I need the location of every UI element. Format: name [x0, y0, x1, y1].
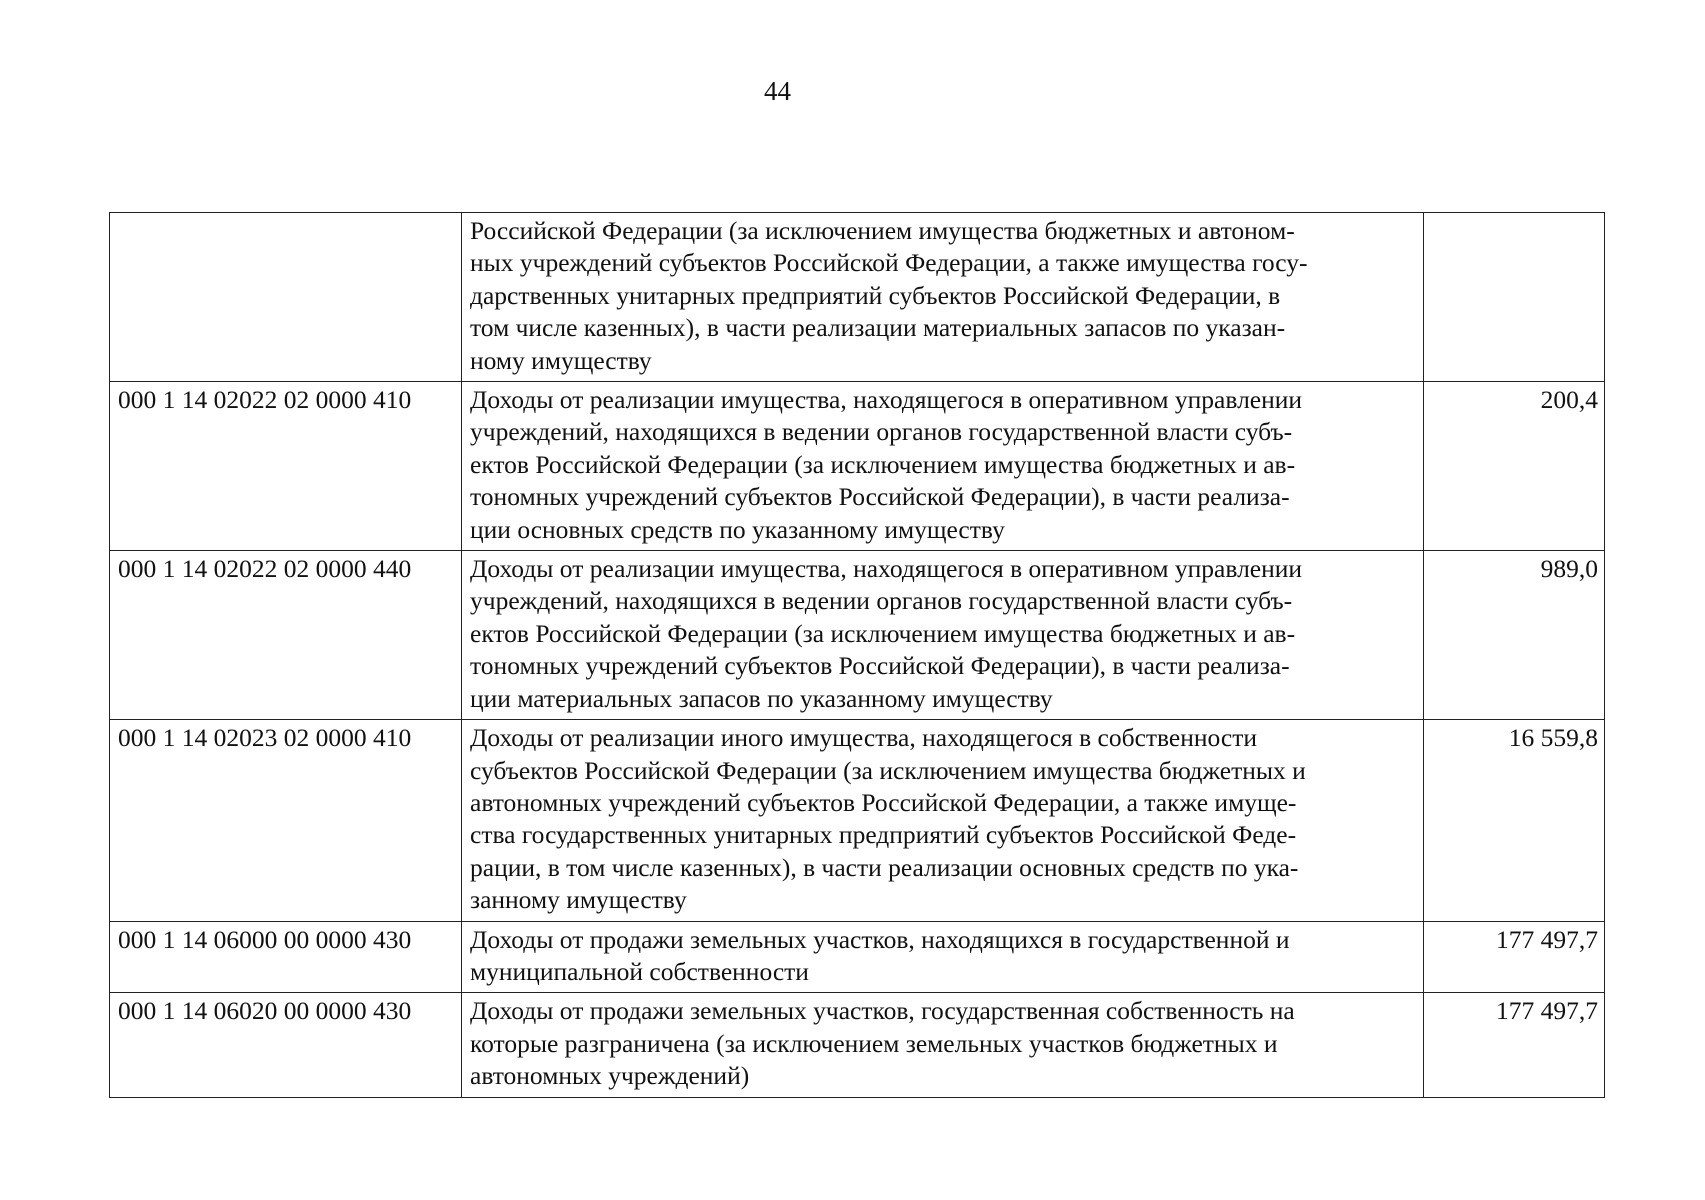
description-line: том числе казенных), в части реализации материальных запасов по указан-: [470, 313, 1286, 343]
description-line: ных учреждений субъектов Российской Федерации, а также имущества госу-: [470, 248, 1308, 278]
description-line: Доходы от реализации имущества, находящегося в оперативном управлении: [470, 554, 1303, 584]
budget-code-cell: [110, 213, 462, 382]
description-line: Российской Федерации (за исключением имущества бюджетных и автоном-: [470, 216, 1295, 245]
amount-cell: 177 497,7: [1424, 921, 1605, 993]
table-row: [110, 993, 1605, 1097]
description-line: автономных учреждений субъектов Российской Федерации, а также имуще-: [470, 787, 1297, 817]
description-line: учреждений, находящихся в ведении органов государственной власти субъ-: [470, 586, 1293, 616]
description-line: Доходы от реализации имущества, находящегося в оперативном управлении: [470, 385, 1303, 415]
description-cell: [462, 993, 1424, 1097]
description-line: тономных учреждений субъектов Российской Федерации), в части реализа-: [470, 482, 1290, 512]
budget-code-cell: 000 1 14 06000 00 0000 430: [110, 921, 462, 993]
description-line: ектов Российской Федерации (за исключением имущества бюджетных и ав-: [470, 449, 1296, 479]
description-line: субъектов Российской Федерации (за исключением имущества бюджетных и: [470, 755, 1306, 785]
budget-code-cell: 000 1 14 02022 02 0000 440: [110, 551, 462, 720]
description-line: которые разграничена (за исключением земельных участков бюджетных и: [470, 1028, 1278, 1058]
page-number-text: 44: [764, 76, 791, 106]
budget-code-cell: 000 1 14 06020 00 0000 430: [110, 993, 462, 1097]
description-line: ства государственных унитарных предприятий субъектов Российской Феде-: [470, 820, 1297, 850]
table-row: [110, 382, 1605, 551]
description-line: Доходы от реализации иного имущества, находящегося в собственности: [470, 723, 1258, 753]
description-line: учреждений, находящихся в ведении органов государственной власти субъ-: [470, 417, 1293, 447]
table-row: [110, 921, 1605, 993]
amount-cell: 200,4: [1424, 382, 1605, 551]
budget-code-cell: 000 1 14 02022 02 0000 410: [110, 382, 462, 551]
revenue-table: [109, 212, 1605, 1098]
description-line: Доходы от продажи земельных участков, государственная собственность на: [470, 996, 1295, 1026]
table-row: [110, 720, 1605, 921]
description-line: ному имуществу: [470, 345, 652, 375]
description-line: ции основных средств по указанному имуществу: [470, 514, 1005, 544]
description-line: рации, в том числе казенных), в части реализации основных средств по ука-: [470, 852, 1299, 882]
description-line: ектов Российской Федерации (за исключением имущества бюджетных и ав-: [470, 618, 1296, 648]
amount-cell: 989,0: [1424, 551, 1605, 720]
description-cell: [462, 382, 1424, 551]
description-line: занному имуществу: [470, 885, 687, 915]
description-line: тономных учреждений субъектов Российской Федерации), в части реализа-: [470, 651, 1290, 681]
amount-cell: 16 559,8: [1424, 720, 1605, 921]
description-line: ции материальных запасов по указанному имуществу: [470, 683, 1053, 713]
description-line: муниципальной собственности: [470, 956, 809, 986]
description-line: дарственных унитарных предприятий субъектов Российской Федерации, в: [470, 280, 1281, 310]
page-number: [0, 78, 1705, 105]
description-cell: [462, 551, 1424, 720]
description-cell: [462, 921, 1424, 993]
table-row: [110, 551, 1605, 720]
description-cell: [462, 213, 1424, 382]
amount-cell: 177 497,7: [1424, 993, 1605, 1097]
description-line: автономных учреждений): [470, 1061, 750, 1091]
description-cell: [462, 720, 1424, 921]
description-line: Доходы от продажи земельных участков, находящихся в государственной и: [470, 924, 1290, 954]
table-row: [110, 213, 1605, 382]
amount-cell: [1424, 213, 1605, 382]
budget-code-cell: 000 1 14 02023 02 0000 410: [110, 720, 462, 921]
